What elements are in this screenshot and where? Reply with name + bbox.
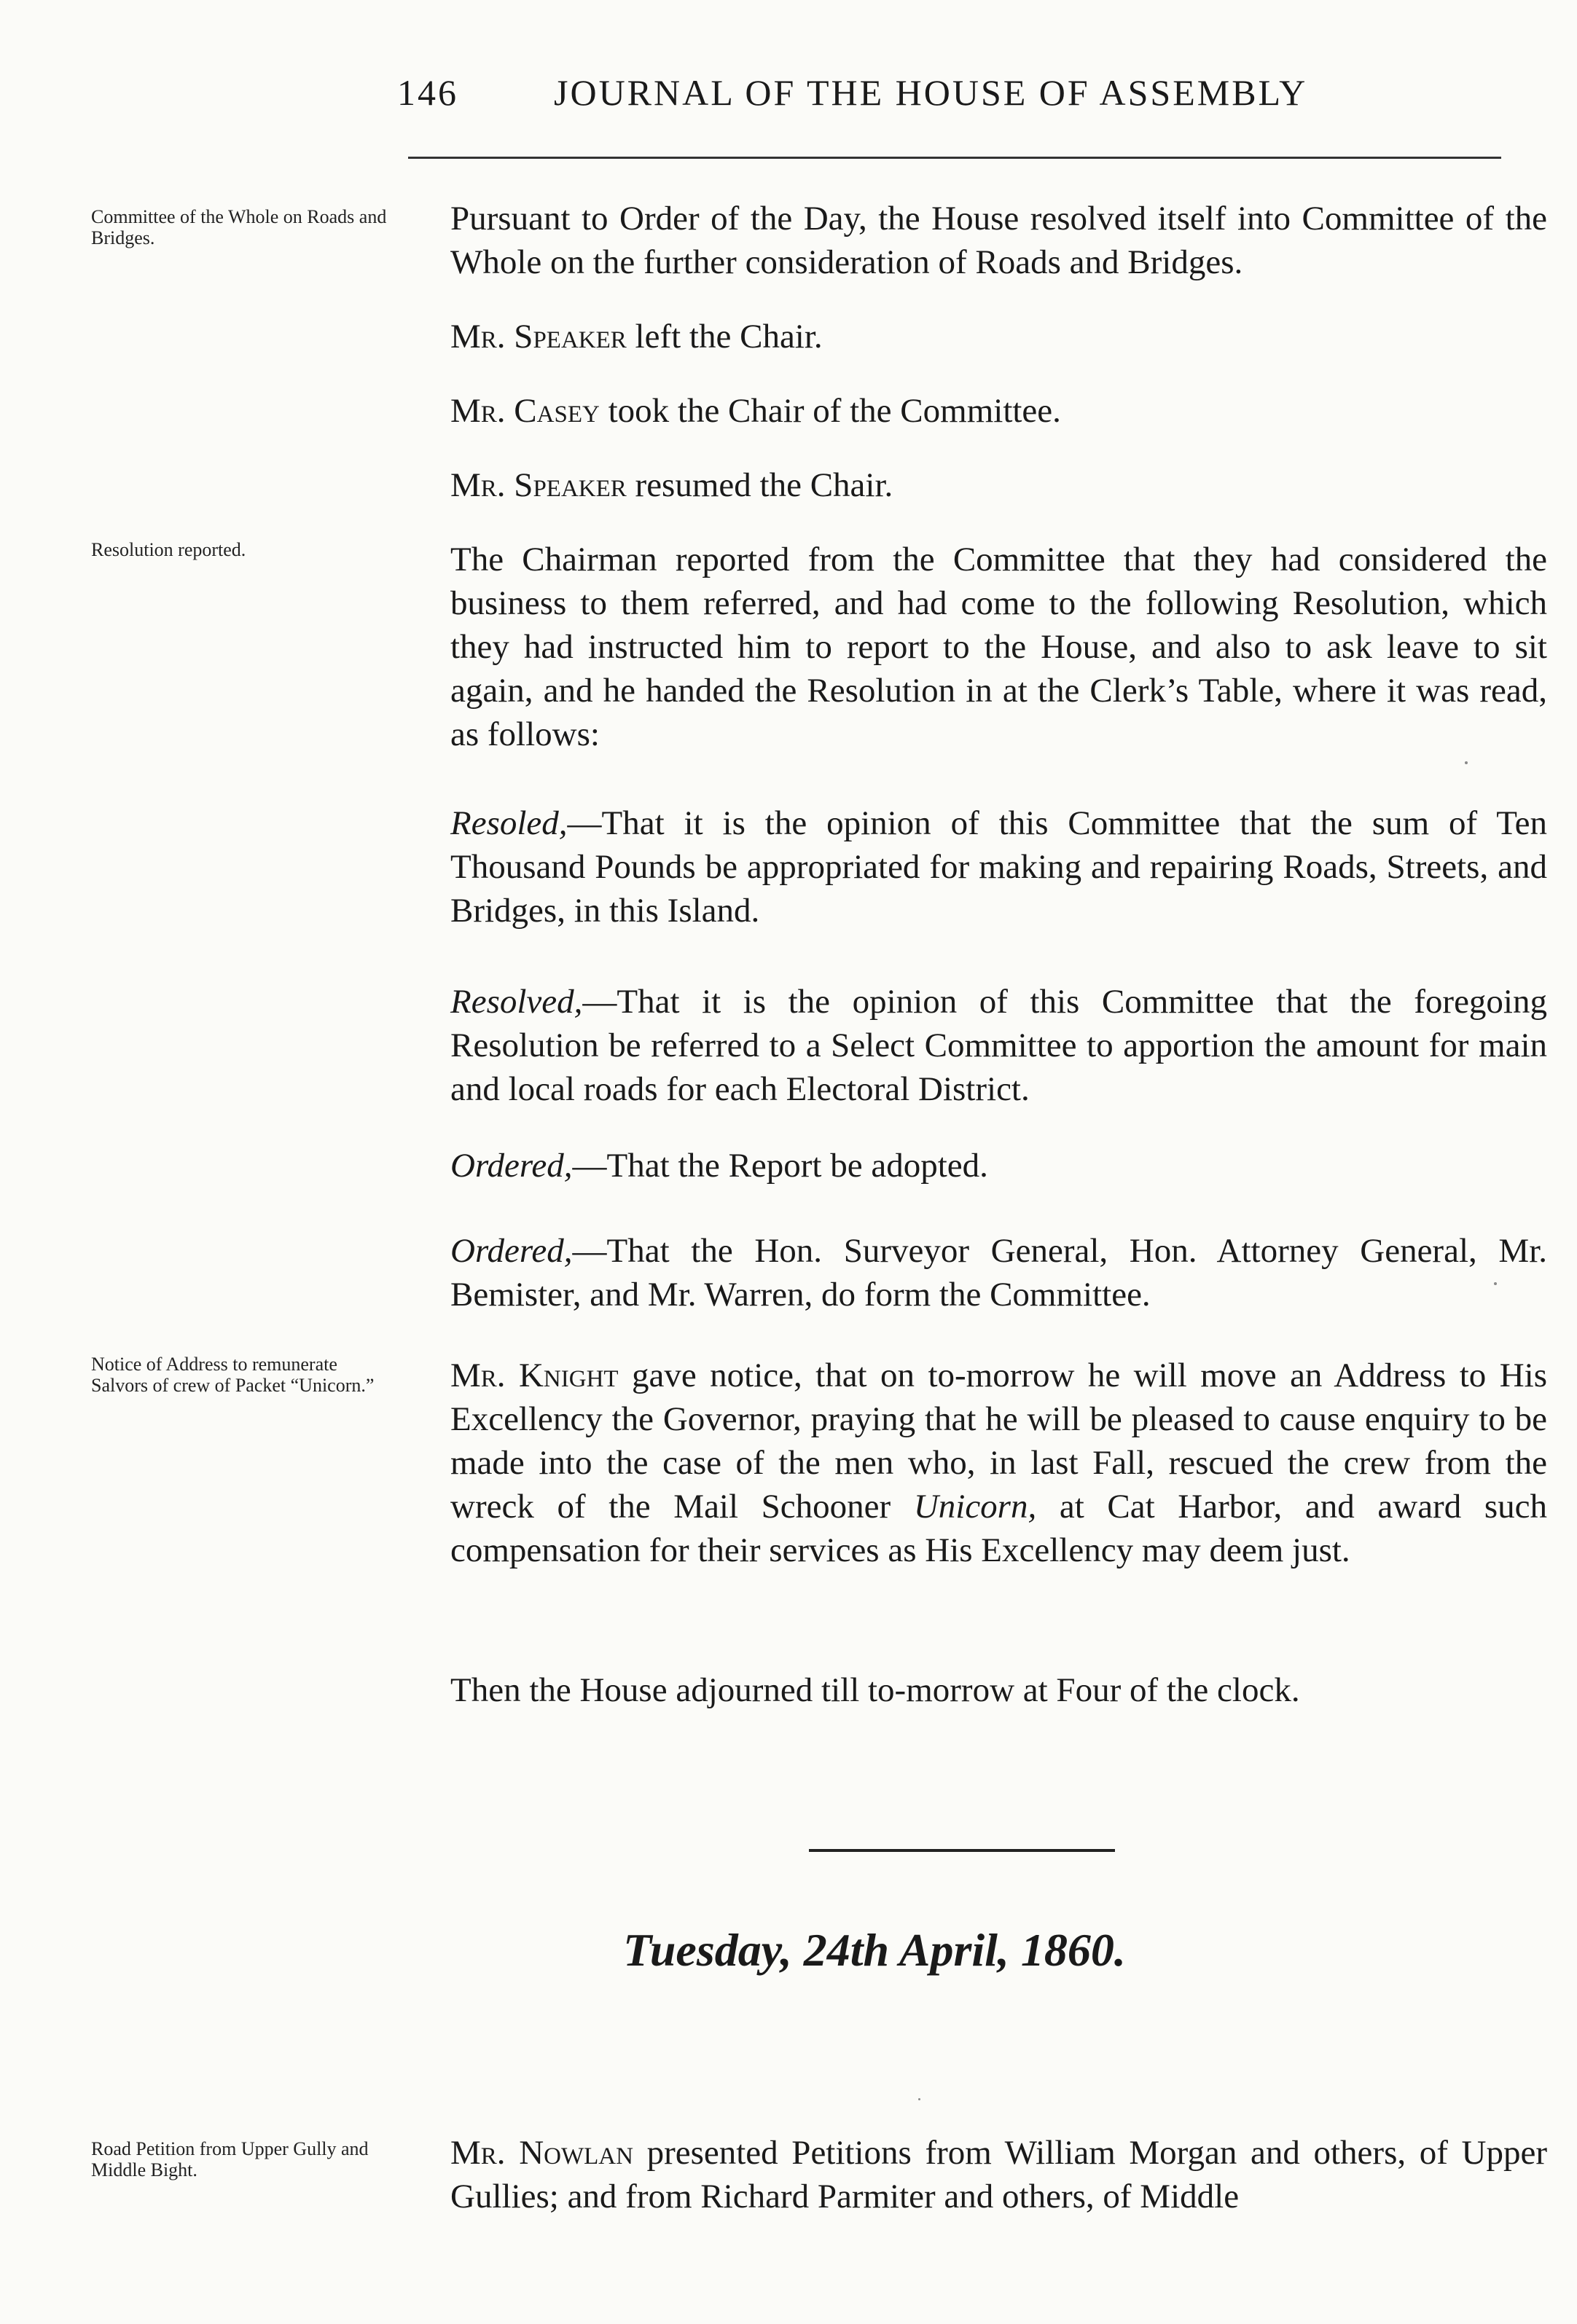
paragraph-text: presented Petitions from William Morgan and others, of Upper Gullies; and from Richard Parmiter and others, of Middle — [450, 2134, 1547, 2215]
paragraph-text: gave notice, that on to-morrow he will move an Address to His Excellency the Governor, praying that he will be pleased to cause enquiry to be made into the case of the men who, in last Fall, rescued the crew from the wreck of the Mail Schooner — [450, 1357, 1547, 1526]
paper-speck — [1494, 1282, 1497, 1285]
page-header — [397, 71, 1516, 122]
paragraph-nowlan-petitions — [410, 2131, 1547, 2218]
member-name: Mr. Speaker — [450, 318, 627, 356]
journal-title: JOURNAL OF THE HOUSE OF ASSEMBLY — [554, 72, 1308, 113]
resolution-lead: Resolved, — [450, 983, 583, 1021]
paragraph-ordered-1 — [410, 1144, 1547, 1187]
member-name: Mr. Nowlan — [450, 2134, 633, 2172]
paragraph-casey-chair — [410, 389, 1547, 433]
margin-note-resolution: Resolution reported. — [91, 539, 246, 560]
paragraph-knight-notice — [410, 1354, 1547, 1572]
paper-speck — [918, 2098, 920, 2100]
paragraph-speaker-resumed — [410, 463, 1547, 507]
paragraph-text: —That the Report be adopted. — [572, 1147, 988, 1185]
member-name: Mr. Knight — [450, 1357, 619, 1394]
paragraph-text: took the Chair of the Committee. — [599, 392, 1061, 430]
date-heading: Tuesday, 24th April, 1860. — [623, 1924, 1126, 1976]
margin-note-road-petition: Road Petition from Upper Gully and Middle Bight. — [91, 2138, 369, 2180]
paper-speck — [1465, 761, 1468, 764]
paragraph-text: at Cat Harbor, and award such compensation for their services as His Excellency may deem just. — [450, 1488, 1547, 1569]
paragraph-text: —That it is the opinion of this Committee that the foregoing Resolution be referred to a Select Committee to apportion the amount for main and local roads for each Electoral District. — [450, 983, 1547, 1108]
paragraph-text: left the Chair. — [626, 318, 823, 356]
order-lead: Ordered, — [450, 1147, 573, 1185]
paragraph-text: resumed the Chair. — [626, 466, 893, 504]
paragraph-resolution-2 — [410, 980, 1547, 1111]
member-name: Mr. Speaker — [450, 466, 627, 504]
member-name: Mr. Casey — [450, 392, 600, 430]
paragraph-resolution-1 — [410, 801, 1547, 933]
order-lead: Ordered, — [450, 1232, 573, 1270]
paragraph-text: —That the Hon. Surveyor General, Hon. Attorney General, Mr. Bemister, and Mr. Warren, do form the Committee. — [450, 1232, 1547, 1314]
page-number: 146 — [397, 72, 458, 113]
header-rule — [408, 157, 1501, 159]
margin-note-notice: Notice of Address to remunerate Salvors of crew of Packet “Unicorn.” — [91, 1354, 375, 1396]
margin-note-committee: Committee of the Whole on Roads and Bridges. — [91, 206, 387, 248]
paragraph-chairman-report: The Chairman reported from the Committee that they had considered the business to them referred, and had come to the following Resolution, which they had instructed him to report to the House, and also to ask leave to sit again, and he handed the Resolution in at the Clerk’s Table, where it was read, as follows: — [450, 541, 1547, 753]
paragraph-text: —That it is the opinion of this Committee that the sum of Ten Thousand Pounds be appropriated for making and repairing Roads, Streets, and Bridges, in this Island. — [450, 804, 1547, 930]
paragraph-order-of-day: Pursuant to Order of the Day, the House resolved itself into Committee of the Whole on the further consideration of Roads and Bridges. — [450, 200, 1547, 281]
section-rule — [809, 1849, 1115, 1852]
ship-name: Unicorn, — [913, 1488, 1037, 1526]
paragraph-adjourned: Then the House adjourned till to-morrow at Four of the clock. — [450, 1671, 1300, 1709]
paragraph-speaker-left — [410, 315, 1547, 358]
paragraph-ordered-2 — [410, 1229, 1547, 1316]
resolution-lead: Resoled, — [450, 804, 568, 842]
